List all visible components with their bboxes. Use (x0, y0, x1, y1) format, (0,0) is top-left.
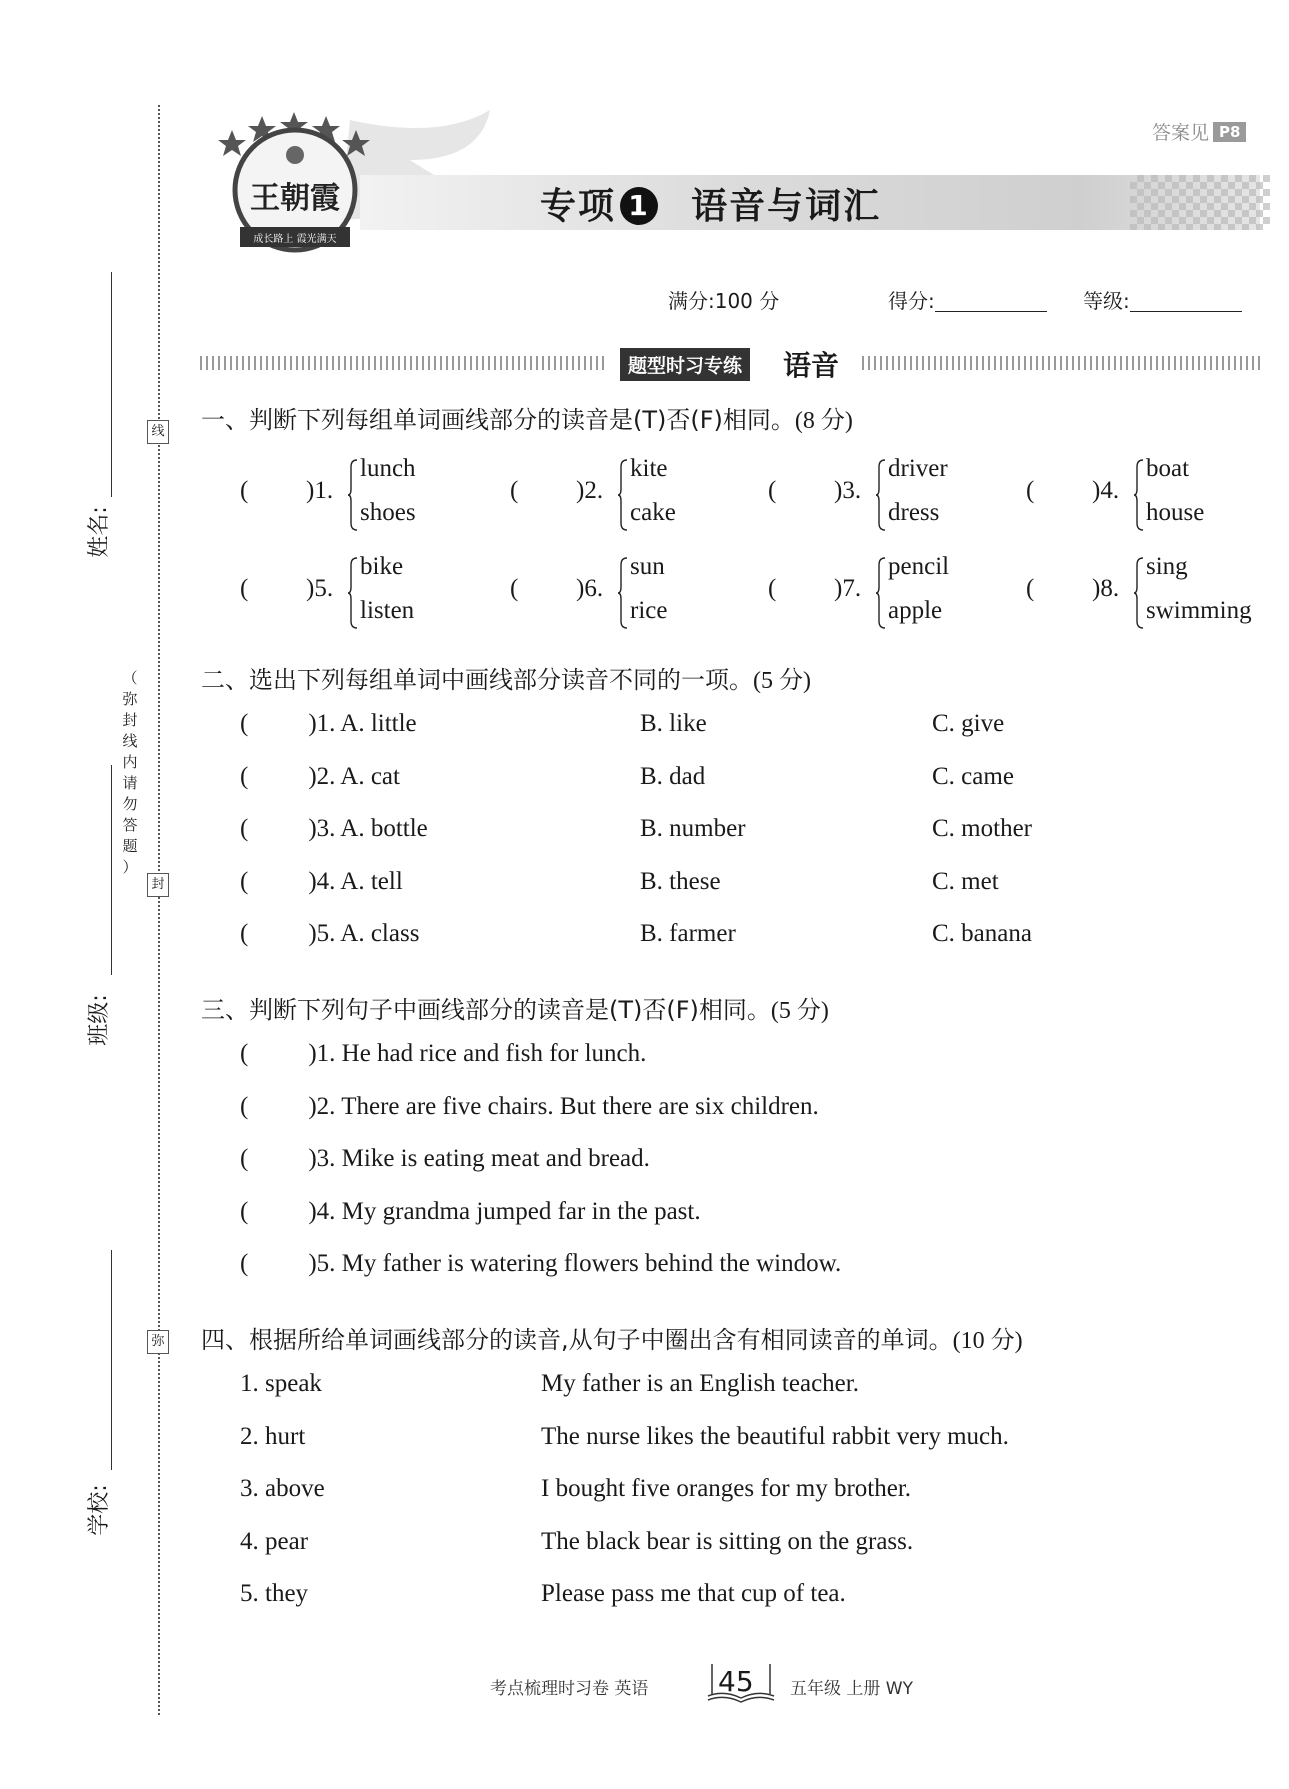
q4-sentence[interactable]: I bought five oranges for my brother. (541, 1475, 912, 1502)
section-name: 语音 (783, 349, 840, 382)
school-label: 学校: (87, 1484, 112, 1536)
q3-title: 三、判断下列句子中画线部分的读音是(T)否(F)相同。 (201, 996, 771, 1024)
q3-row (240, 1250, 841, 1278)
item-number: )1. (306, 477, 334, 504)
grade-field (1083, 285, 1242, 314)
item-number: )2. (576, 477, 604, 504)
name-blank-line[interactable] (111, 272, 112, 497)
section-divider-left (200, 356, 605, 370)
option-b: B. dad (640, 762, 706, 790)
page-title (540, 178, 881, 229)
word-pair (618, 553, 748, 633)
sentence: )2. There are five chairs. But there are six children. (308, 1092, 819, 1120)
answer-paren[interactable]: ( (1026, 575, 1035, 602)
item-number: )8. (1092, 575, 1120, 602)
seal-mark-line: 线 (147, 420, 169, 444)
brace-icon (1134, 459, 1144, 531)
option-c: C. give (932, 710, 1005, 737)
q2-points: (5 分) (753, 668, 811, 694)
full-score: 满分:100 分 (668, 289, 780, 313)
q3-points: (5 分) (770, 998, 829, 1024)
brace-icon (876, 557, 886, 629)
answer-page-badge: P8 (1213, 122, 1246, 142)
word-a: kite (630, 455, 668, 482)
score-label: 得分: (888, 289, 935, 313)
item-number: )6. (576, 575, 604, 602)
answer-paren[interactable]: ( (1026, 477, 1035, 504)
word-b: apple (888, 597, 943, 624)
item-number: )7. (834, 575, 862, 602)
answer-paren[interactable]: ( (240, 920, 249, 947)
title-checker-pattern (1130, 175, 1270, 230)
word-pair (348, 553, 478, 633)
option-c: C. came (932, 762, 1014, 790)
word-b: shoes (360, 499, 416, 526)
q3-row (240, 1198, 701, 1226)
brace-icon (618, 459, 628, 531)
answer-paren[interactable]: ( (240, 1040, 249, 1067)
brace-icon (348, 459, 358, 531)
option-c: C. banana (932, 920, 1032, 947)
topic-title: 语音与词汇 (691, 186, 882, 227)
option-b: B. these (640, 867, 721, 895)
answer-ref-label: 答案见 (1152, 122, 1210, 144)
word-b: cake (630, 499, 676, 526)
name-label: 姓名: (87, 506, 112, 558)
option-c: C. mother (932, 815, 1032, 842)
word-a: lunch (360, 455, 416, 482)
q2-row (240, 920, 419, 948)
seal-mark-feng: 封 (147, 873, 169, 897)
answer-paren[interactable]: ( (240, 815, 249, 842)
given-word: 2. hurt (240, 1422, 306, 1450)
word-pair (876, 553, 1006, 633)
topic-number-badge: 1 (620, 187, 658, 225)
option-c: C. met (932, 867, 999, 895)
q1-title: 一、判断下列每组单词画线部分的读音是(T)否(F)相同。 (201, 406, 795, 434)
section-tag: 题型时习专练 (620, 348, 750, 381)
word-b: swimming (1146, 597, 1252, 624)
score-blank[interactable] (935, 311, 1047, 312)
grade-blank[interactable] (1130, 311, 1242, 312)
word-b: dress (888, 499, 940, 526)
word-a: sun (630, 553, 665, 580)
footer-right: 五年级 上册 WY (790, 1679, 914, 1699)
answer-paren[interactable]: ( (240, 575, 249, 602)
sentence: )3. Mike is eating meat and bread. (308, 1145, 650, 1172)
class-label: 班级: (87, 994, 112, 1046)
logo-brand-text: 王朝霞 (250, 181, 340, 216)
footer-left: 考点梳理时习卷 英语 (490, 1679, 649, 1699)
item-number: )4. (1092, 477, 1120, 504)
q2-title: 二、选出下列每组单词中画线部分读音不同的一项。 (201, 666, 753, 694)
option-b: B. number (640, 815, 746, 842)
sentence: )5. My father is watering flowers behind the window. (308, 1250, 842, 1277)
word-pair (1134, 455, 1264, 535)
word-a: driver (888, 455, 948, 482)
logo-slogan: 成长路上 霞光满天 (253, 234, 337, 245)
q4-points: (10 分) (952, 1328, 1023, 1354)
brace-icon (1134, 557, 1144, 629)
word-a: sing (1146, 553, 1188, 580)
q4-heading (201, 1320, 1023, 1355)
answer-paren[interactable]: ( (240, 1092, 249, 1120)
q4-title: 四、根据所给单词画线部分的读音,从句子中圈出含有相同读音的单词。 (201, 1326, 953, 1354)
answer-paren[interactable]: ( (510, 477, 519, 504)
given-word: 5. they (240, 1580, 309, 1607)
binding-dotted-line (158, 105, 160, 1715)
item-number: )3. (834, 477, 862, 504)
answer-paren[interactable]: ( (240, 762, 249, 790)
word-a: boat (1146, 455, 1190, 482)
word-pair (876, 455, 1006, 535)
q1-points: (8 分) (794, 408, 853, 434)
answer-paren[interactable]: ( (240, 477, 249, 504)
word-pair (348, 455, 478, 535)
brace-icon (348, 557, 358, 629)
word-b: rice (630, 597, 668, 624)
option-a: )1. A. little (308, 710, 417, 737)
option-b: B. like (640, 710, 707, 737)
answer-reference (1152, 118, 1246, 145)
q3-heading (201, 990, 829, 1025)
seal-mark-mi: 弥 (147, 1330, 169, 1354)
sentence: )4. My grandma jumped far in the past. (308, 1197, 701, 1225)
q3-row (240, 1145, 650, 1173)
binding-note: （ 弥 封 线 内 请 勿 答 题 ） (122, 669, 138, 876)
word-pair (618, 455, 748, 535)
answer-paren[interactable]: ( (510, 575, 519, 602)
q4-sentence[interactable]: My father is an English teacher. (541, 1370, 859, 1397)
answer-paren[interactable]: ( (240, 1197, 249, 1225)
answer-paren[interactable]: ( (240, 1145, 249, 1172)
answer-paren[interactable]: ( (768, 575, 777, 602)
q2-row (240, 763, 400, 791)
answer-paren[interactable]: ( (240, 710, 249, 737)
section-divider-right (862, 356, 1262, 370)
option-a: )5. A. class (308, 920, 420, 947)
brace-icon (876, 459, 886, 531)
q4-sentence[interactable]: Please pass me that cup of tea. (541, 1580, 846, 1607)
option-a: )4. A. tell (308, 867, 403, 895)
brace-icon (618, 557, 628, 629)
given-word: 4. pear (240, 1527, 309, 1555)
word-b: house (1146, 499, 1205, 526)
score-field (888, 285, 1047, 314)
school-blank-line[interactable] (111, 1250, 112, 1470)
given-word: 3. above (240, 1475, 325, 1502)
page-number: 45 (718, 1665, 754, 1698)
answer-paren[interactable]: ( (240, 867, 249, 895)
q4-sentence[interactable]: The nurse likes the beautiful rabbit very much. (541, 1422, 1009, 1450)
class-blank-line[interactable] (111, 765, 112, 975)
q4-sentence[interactable]: The black bear is sitting on the grass. (541, 1527, 914, 1555)
q1-heading (201, 400, 853, 435)
word-b: listen (360, 597, 415, 624)
logo-portrait (286, 146, 304, 164)
q2-heading (201, 660, 811, 695)
word-a: pencil (888, 553, 950, 580)
option-a: )3. A. bottle (308, 815, 428, 842)
q3-row (240, 1040, 646, 1068)
item-number: )5. (306, 575, 334, 602)
given-word: 1. speak (240, 1370, 322, 1397)
answer-paren[interactable]: ( (240, 1250, 249, 1277)
option-b: B. farmer (640, 920, 736, 947)
q2-row (240, 815, 428, 843)
option-a: )2. A. cat (308, 762, 400, 790)
sentence: )1. He had rice and fish for lunch. (308, 1040, 647, 1067)
answer-paren[interactable]: ( (768, 477, 777, 504)
q2-row (240, 868, 403, 896)
word-pair (1134, 553, 1264, 633)
topic-prefix: 专项 (540, 186, 617, 227)
q3-row (240, 1093, 819, 1121)
q2-row (240, 710, 417, 738)
word-a: bike (360, 553, 404, 580)
grade-label: 等级: (1083, 289, 1130, 313)
